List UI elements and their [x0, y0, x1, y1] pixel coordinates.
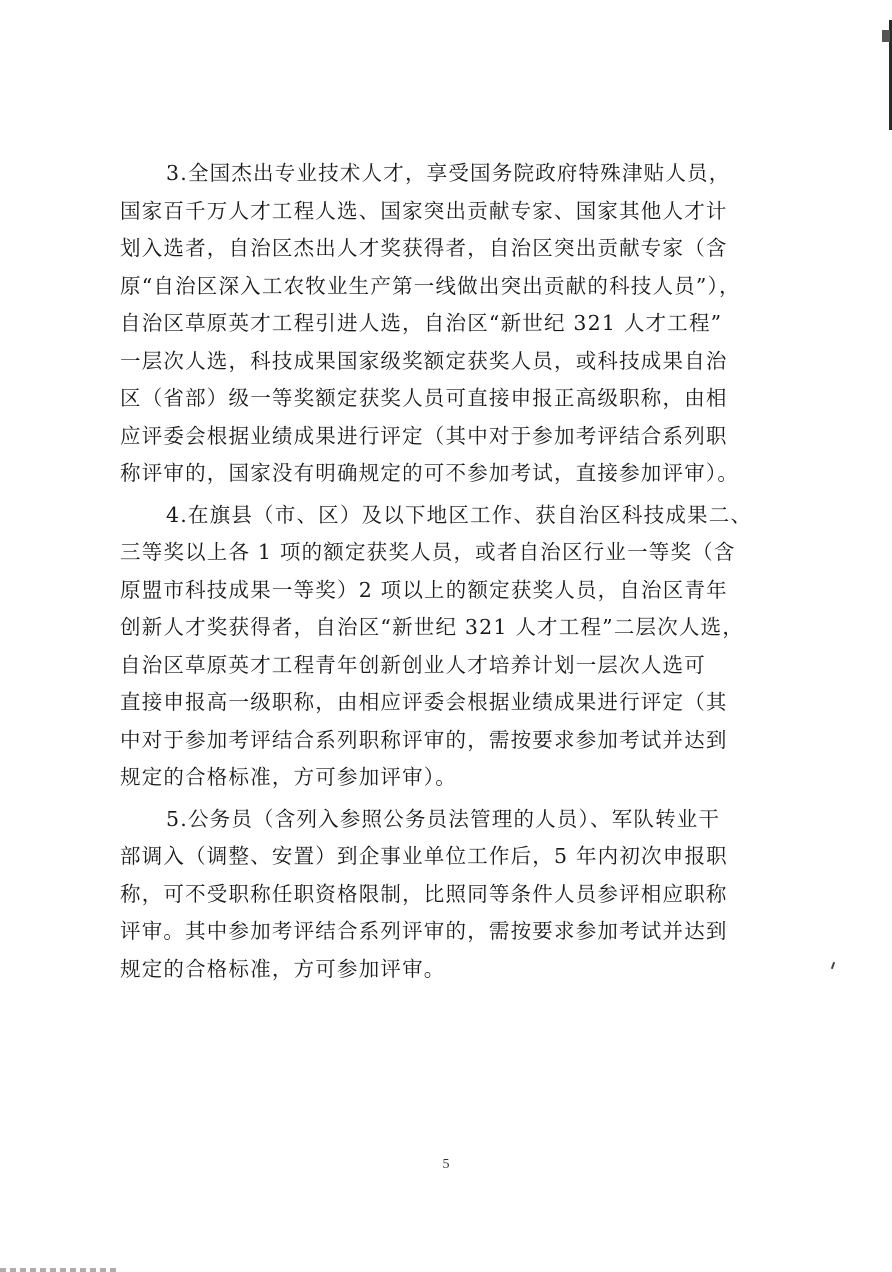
text-line: 5.公务员（含列入参照公务员法管理的人员）、军队转业干	[166, 806, 721, 831]
document-body	[120, 155, 800, 992]
text-line: 中对于参加考评结合系列职称评审的，需按要求参加考试并达到	[120, 727, 728, 752]
text-line: 自治区草原英才工程引进人选，自治区“新世纪 321 人才工程”	[120, 311, 723, 335]
text-line: 一层次人选，科技成果国家级奖额定获奖人员，或科技成果自治	[120, 348, 728, 373]
text-line: 部调入（调整、安置）到企事业单位工作后，5 年内初次申报职	[120, 844, 728, 868]
stray-ink-mark	[831, 962, 835, 969]
scan-bottom-noise	[0, 1268, 120, 1272]
text-line: 国家百千万人才工程人选、国家突出贡献专家、国家其他人才计	[120, 198, 728, 223]
text-line: 自治区草原英才工程青年创新创业人才培养计划一层次人选可	[120, 652, 706, 677]
page-number: 5	[442, 1157, 450, 1172]
paragraph-item-3	[120, 155, 800, 493]
text-line: 规定的合格标准，方可参加评审。	[120, 956, 446, 981]
text-line: 创新人才奖获得者，自治区“新世纪 321 人才工程”二层次人选，	[120, 615, 745, 639]
text-line: 4.在旗县（市、区）及以下地区工作、获自治区科技成果二、	[166, 502, 753, 527]
text-line: 三等奖以上各 1 项的额定获奖人员，或者自治区行业一等奖（含	[120, 540, 736, 564]
text-line: 称评审的，国家没有明确规定的可不参加考试，直接参加评审）。	[120, 461, 740, 485]
text-line: 规定的合格标准，方可参加评审）。	[120, 765, 457, 789]
text-line: 区（省部）级一等奖额定获奖人员可直接申报正高级职称，由相	[120, 386, 728, 410]
text-line: 原“自治区深入工农牧业生产第一线做出突出贡献的科技人员”），	[120, 273, 741, 298]
paragraph-item-5	[120, 801, 800, 989]
text-line: 原盟市科技成果一等奖）2 项以上的额定获奖人员，自治区青年	[120, 577, 728, 602]
scan-corner-mark	[882, 30, 890, 42]
text-line: 评审。其中参加考评结合系列评审的，需按要求参加考试并达到	[120, 919, 728, 943]
text-line: 划入选者，自治区杰出人才奖获得者，自治区突出贡献专家（含	[120, 236, 728, 260]
text-line: 3.全国杰出专业技术人才，享受国务院政府特殊津贴人员，	[166, 161, 731, 185]
text-line: 称，可不受职称任职资格限制，比照同等条件人员参评相应职称	[120, 881, 728, 906]
text-line: 直接申报高一级职称，由相应评委会根据业绩成果进行评定（其	[120, 690, 728, 714]
paragraph-item-4	[120, 497, 800, 797]
text-line: 应评委会根据业绩成果进行评定（其中对于参加考评结合系列职	[120, 423, 728, 448]
